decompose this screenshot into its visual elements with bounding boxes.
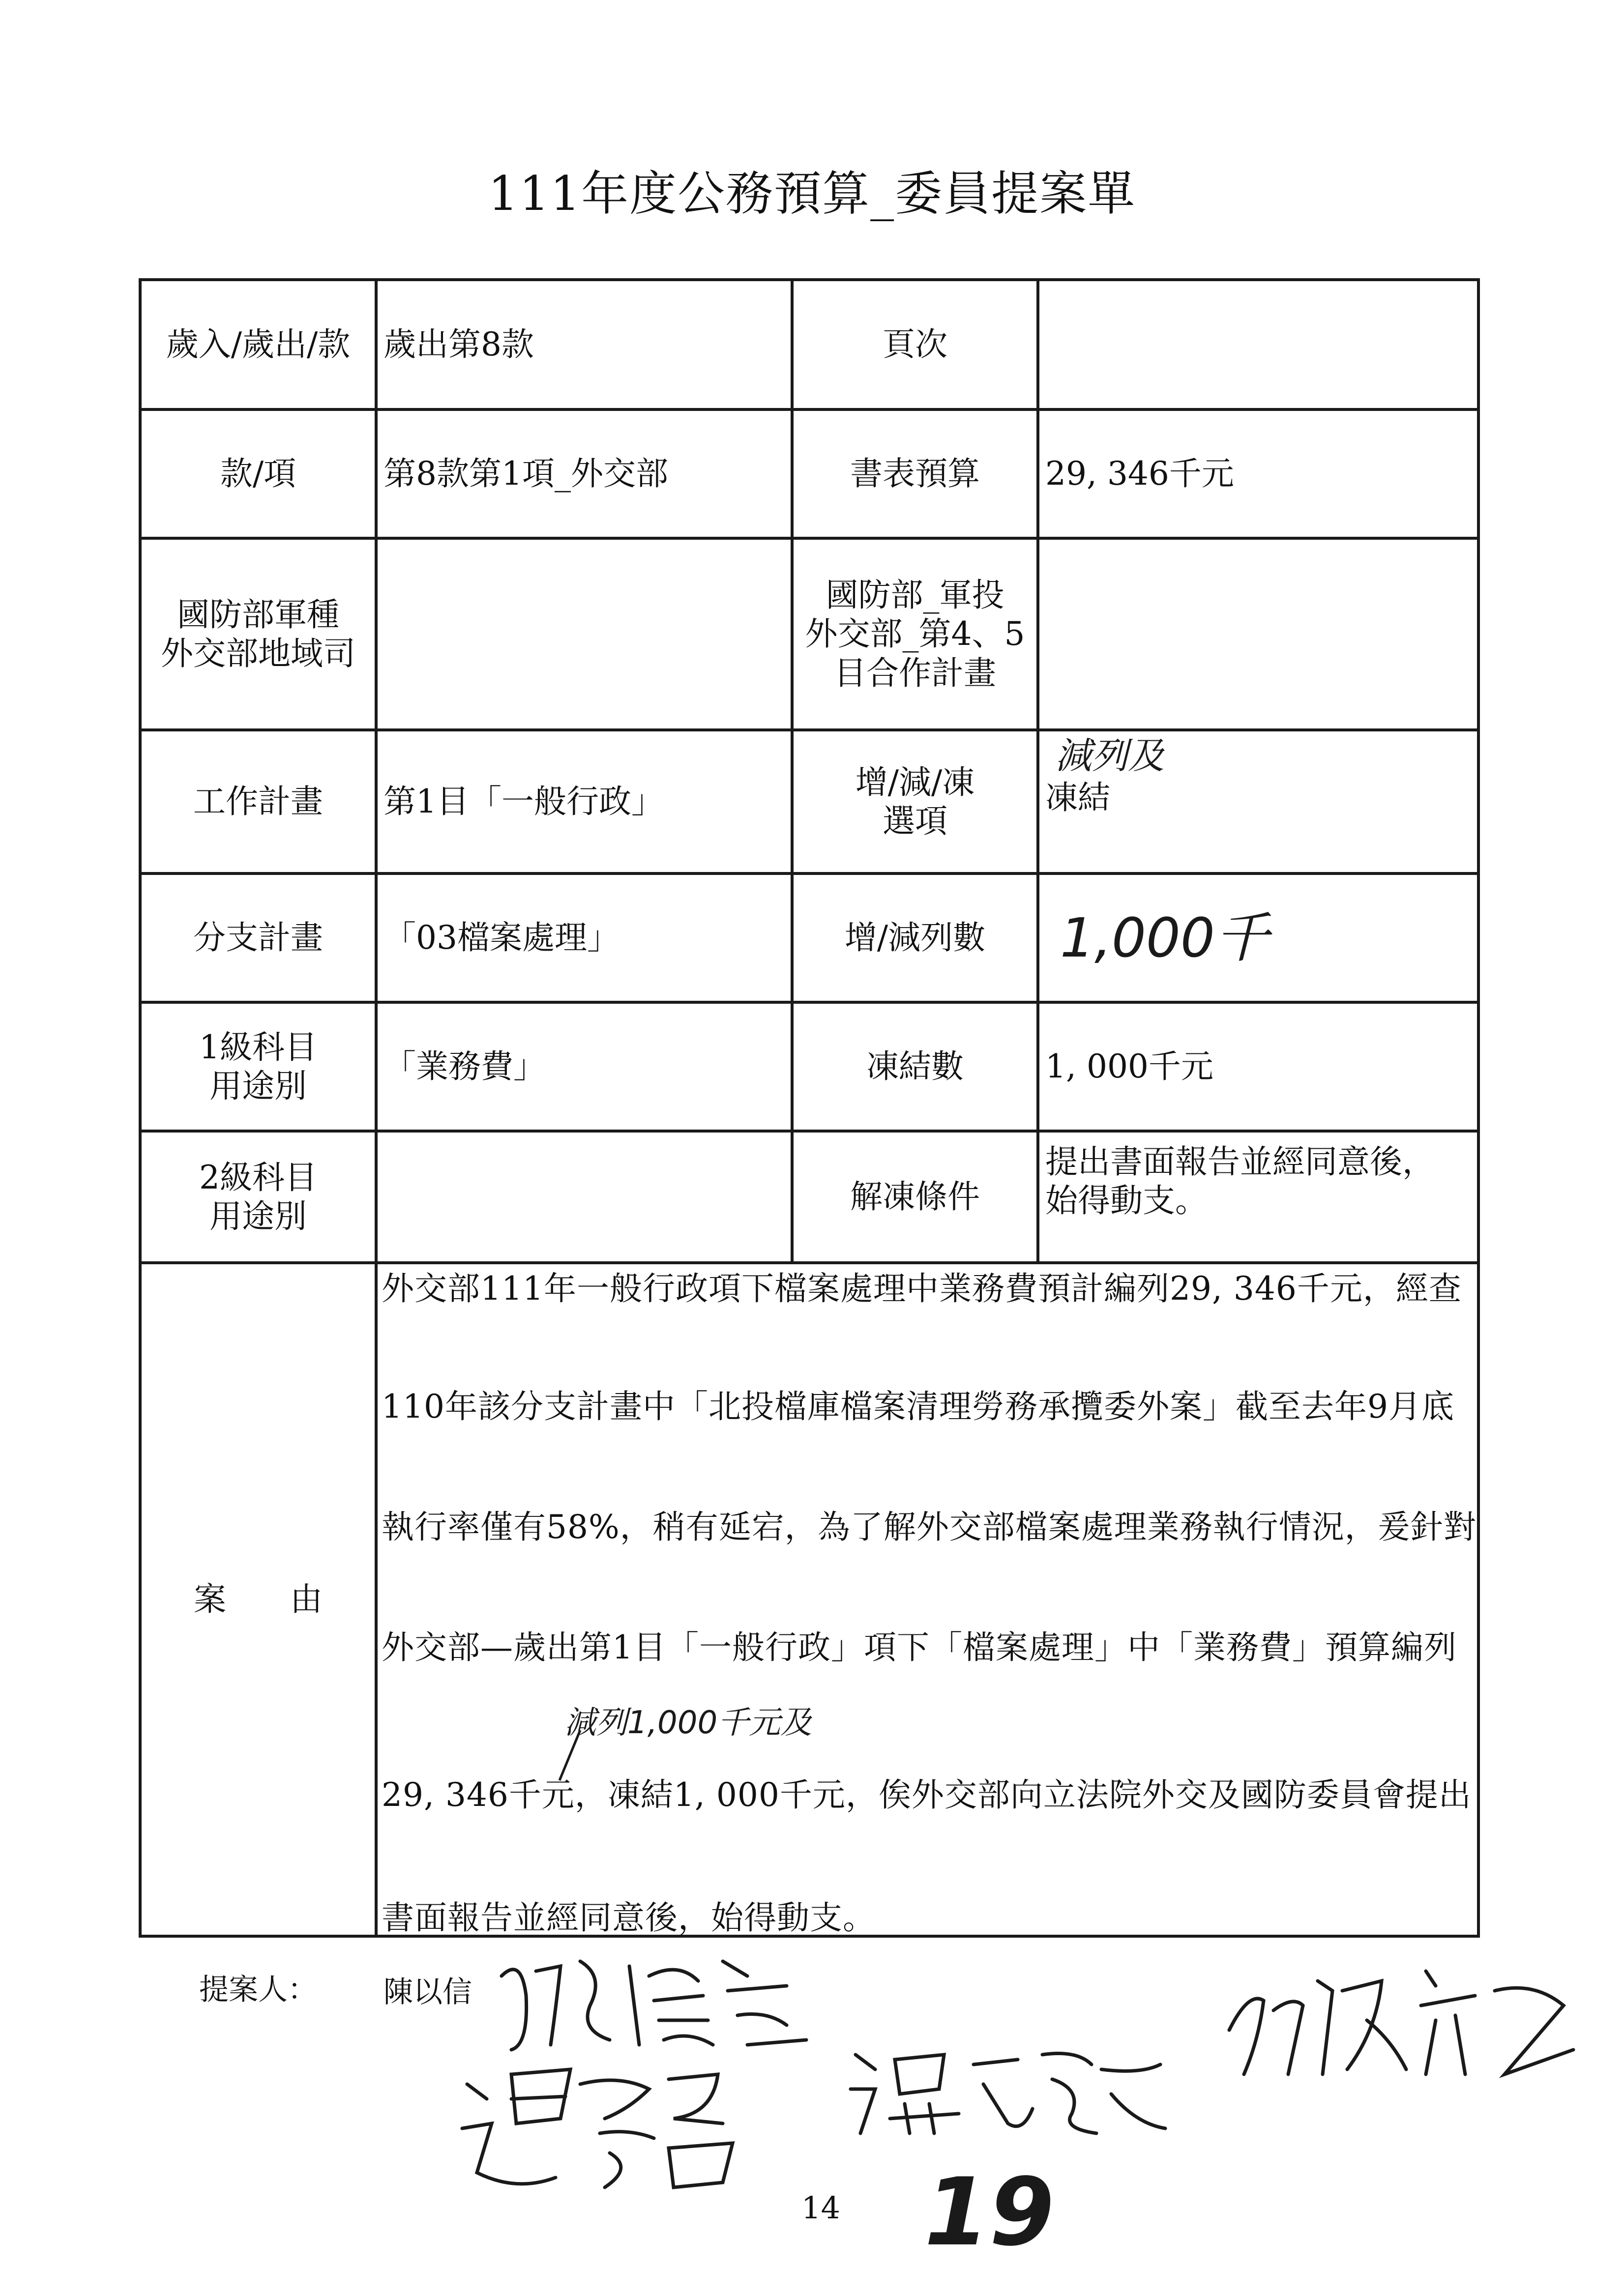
field-label [140,1002,376,1131]
label-line: 目合作計畫 [834,654,996,692]
signature-4 [1219,1961,1593,2089]
reason-label-char: 案 [194,1580,226,1619]
option-value: 凍結 [1045,778,1110,816]
reason-line-part: 凍結1, 000千元，俟外交部向立法院外交及國防委員會提出 [607,1776,1472,1814]
field-value: 「業務費」 [376,1002,792,1131]
label-line: 用途別 [209,1197,307,1235]
proposer-name: 陳以信 [384,1975,472,2009]
field-label: 凍結數 [792,1002,1038,1131]
signature-2 [457,2055,782,2202]
proposer-label: 提案人： [199,1973,317,2007]
handwritten-page-number: 19 [924,2158,1055,2267]
label-line: 國防部_軍投 [826,576,1004,614]
field-label [792,538,1038,730]
form-row [140,1002,1478,1131]
reason-label-char: 由 [290,1580,323,1619]
form-row [140,730,1478,873]
reason-line-part: 29, 346千元， [382,1776,608,1814]
reason-line: 外交部—歲出第1目「一般行政」項下「檔案處理」中「業務費」預算編列 [382,1628,1457,1666]
field-label: 頁次 [792,280,1038,409]
form-row [140,409,1478,538]
field-label [140,538,376,730]
field-label [140,1131,376,1263]
page-number: 14 [801,2190,840,2226]
field-value [1038,1131,1478,1263]
label-line: 國防部軍種 [177,595,339,634]
label-line: 外交部_第4、5 [805,615,1025,653]
label-line: 增/減/凍 [855,763,975,801]
field-label: 款/項 [140,409,376,538]
reason-line: 執行率僅有58%，稍有延宕，為了解外交部檔案處理業務執行情況，爰針對 [382,1508,1476,1546]
form-row [140,538,1478,730]
reason-row [140,1263,1478,1936]
form-row [140,280,1478,409]
reason-label [140,1263,376,1936]
handwritten-amount: 1,000千 [1060,906,1269,969]
field-value [376,1131,792,1263]
reason-line: 外交部111年一般行政項下檔案處理中業務費預計編列29, 346千元，經查 [382,1270,1462,1308]
signature-3 [846,2035,1190,2148]
field-value [376,538,792,730]
reason-text [376,1263,1478,1936]
field-value [1038,280,1478,409]
proposal-form-table [139,278,1480,1938]
label-line: 2級科目 [199,1158,317,1196]
condition-line: 提出書面報告並經同意後， [1045,1143,1435,1181]
field-label: 歲入/歲出/款 [140,280,376,409]
signature-1 [492,1947,865,2064]
field-value [1038,873,1478,1002]
field-value: 29, 346千元 [1038,409,1478,538]
page-title: 111年度公務預算_委員提案單 [488,166,1136,221]
field-value: 「03檔案處理」 [376,873,792,1002]
field-label: 書表預算 [792,409,1038,538]
reason-line: 110年該分支計畫中「北投檔庫檔案清理勞務承攬委外案」截至去年9月底 [382,1388,1454,1425]
reason-line [382,1775,1472,1814]
field-value: 1, 000千元 [1038,1002,1478,1131]
field-value [1038,538,1478,730]
reason-line: 書面報告並經同意後，始得動支。 [382,1899,876,1937]
field-label [792,730,1038,873]
field-value: 第8款第1項_外交部 [376,409,792,538]
handwritten-note: 減列及 [1055,735,1164,777]
form-row [140,1131,1478,1263]
condition-line: 始得動支。 [1045,1182,1208,1220]
field-value: 歲出第8款 [376,280,792,409]
field-label: 增/減列數 [792,873,1038,1002]
field-label: 分支計畫 [140,873,376,1002]
field-label: 解凍條件 [792,1131,1038,1263]
field-value [1038,730,1478,873]
form-row [140,873,1478,1002]
handwritten-insertion: 減列1,000千元及 [564,1705,812,1741]
label-line: 用途別 [209,1067,307,1105]
label-line: 1級科目 [199,1028,317,1066]
field-value: 第1目「一般行政」 [376,730,792,873]
field-label: 工作計畫 [140,730,376,873]
label-line: 外交部地域司 [161,635,355,672]
label-line: 選項 [883,802,947,840]
